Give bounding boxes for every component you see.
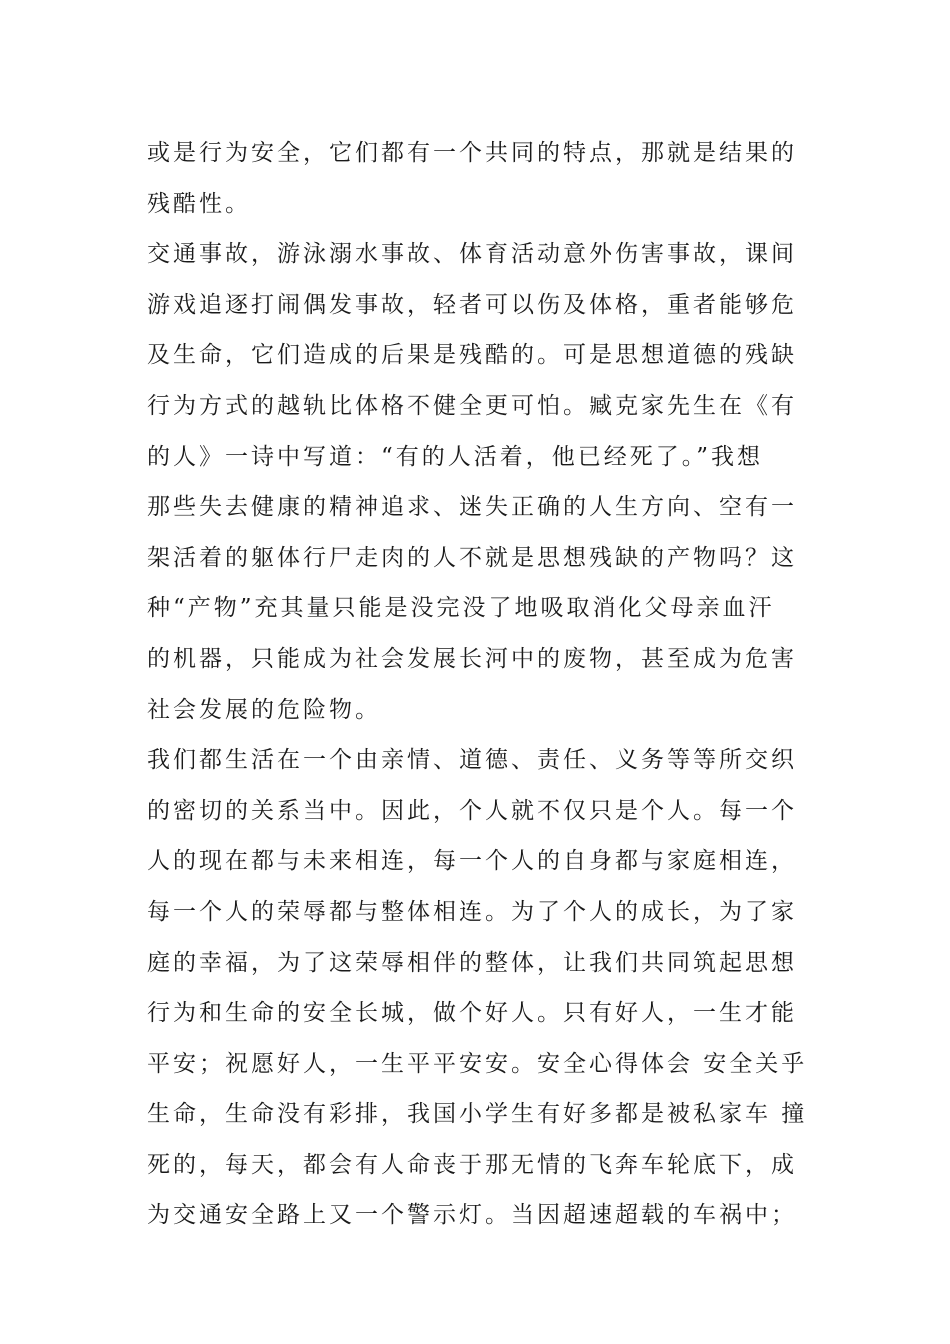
text-line: 每一个人的荣辱都与整体相连。为了个人的成长，为了家 (147, 898, 797, 925)
body-text (147, 128, 807, 1241)
text-line: 的密切的关系当中。因此，个人就不仅只是个人。每一个 (147, 797, 797, 824)
text-line: 社会发展的危险物。 (147, 696, 381, 723)
text-line: 种“产物”充其量只能是没完没了地吸取消化父母亲血汗 (147, 595, 775, 622)
text-line: 那些失去健康的精神追求、迷失正确的人生方向、空有一 (147, 494, 797, 521)
text-line: 残酷性。 (147, 190, 251, 217)
text-line: 死的，每天，都会有人命丧于那无情的飞奔车轮底下，成 (147, 1151, 797, 1178)
text-line: 人的现在都与未来相连，每一个人的自身都与家庭相连， (147, 848, 797, 875)
text-line: 或是行为安全，它们都有一个共同的特点，那就是结果的 (147, 140, 797, 166)
text-line: 交通事故，游泳溺水事故、体育活动意外伤害事故，课间 (147, 241, 797, 268)
text-line: 游戏追逐打闹偶发事故，轻者可以伤及体格，重者能够危 (147, 291, 797, 318)
text-line: 的机器，只能成为社会发展长河中的废物，甚至成为危害 (147, 645, 797, 672)
text-line: 我们都生活在一个由亲情、道德、责任、义务等等所交织 (147, 747, 797, 774)
text-line: 行为方式的越轨比体格不健全更可怕。臧克家先生在《有 (147, 392, 797, 419)
text-line: 及生命，它们造成的后果是残酷的。可是思想道德的残缺 (147, 342, 797, 369)
text-line: 为交通安全路上又一个警示灯。当因超速超载的车祸中； (147, 1202, 797, 1229)
text-line: 行为和生命的安全长城，做个好人。只有好人，一生才能 (147, 1000, 797, 1027)
text-line: 架活着的躯体行尸走肉的人不就是思想残缺的产物吗？这 (147, 544, 797, 571)
text-line: 的人》一诗中写道：“有的人活着，他已经死了。”我想 (147, 443, 764, 470)
text-line: 平安；祝愿好人，一生平平安安。安全心得体会 安全关乎 (147, 1050, 808, 1077)
text-line: 庭的幸福，为了这荣辱相伴的整体，让我们共同筑起思想 (147, 949, 797, 976)
text-line: 生命，生命没有彩排，我国小学生有好多都是被私家车 撞 (147, 1101, 808, 1128)
